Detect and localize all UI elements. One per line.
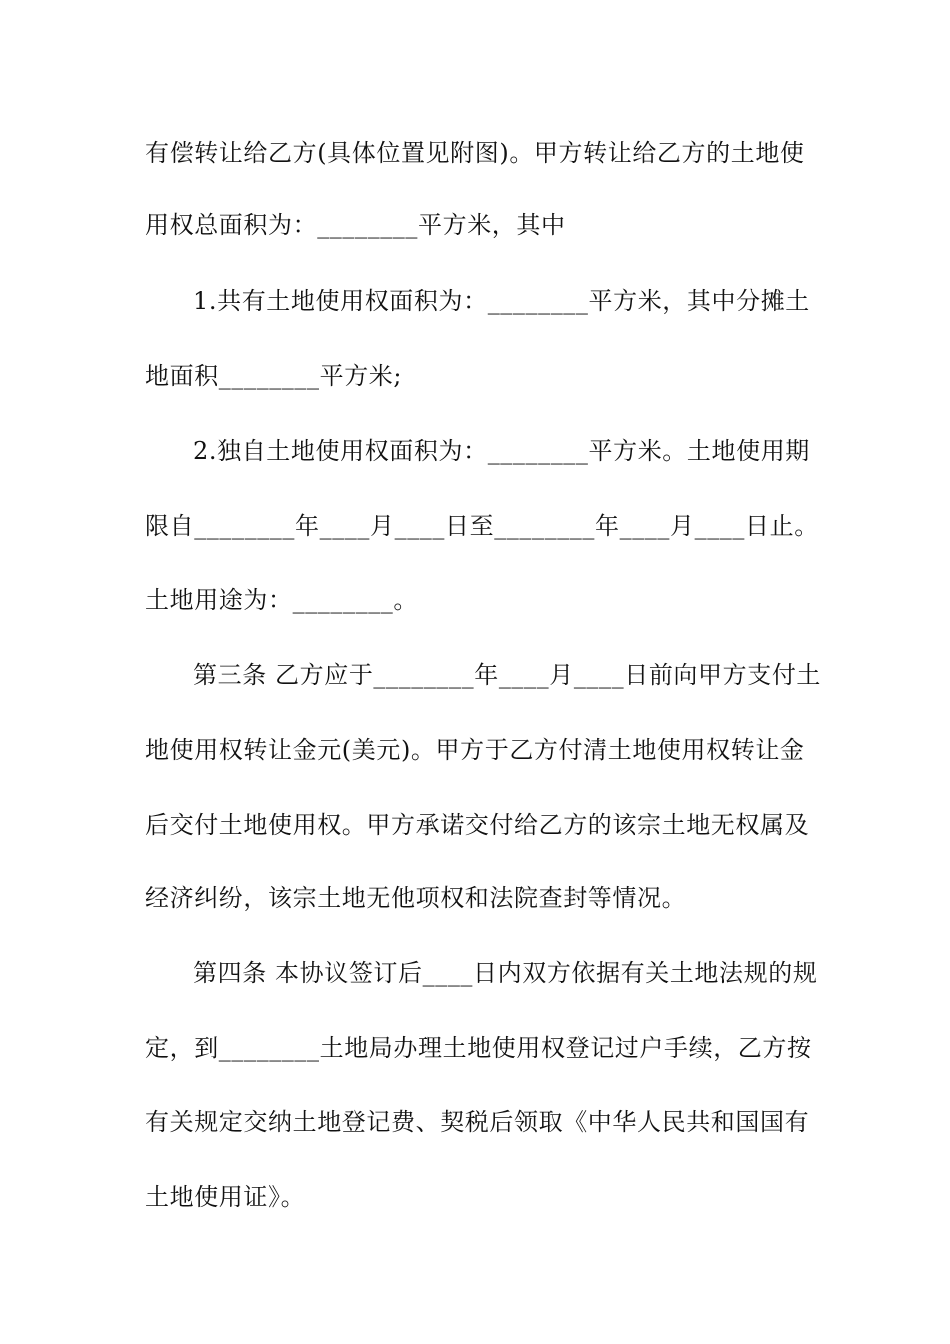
text-line: 定，到________土地局办理土地使用权登记过户手续，乙方按 [145,1034,812,1062]
text-line: 地面积________平方米; [145,362,403,390]
text-line: 限自________年____月____日至________年____月____日止。 [145,512,819,540]
text-line: 1.共有土地使用权面积为：________平方米，其中分摊土 [193,287,810,315]
text-line: 地使用权转让金元(美元)。甲方于乙方付清土地使用权转让金 [145,736,805,764]
text-line: 经济纠纷，该宗土地无他项权和法院查封等情况。 [145,884,687,912]
text-line: 用权总面积为：________平方米，其中 [145,211,566,239]
text-line: 第四条 本协议签订后____日内双方依据有关土地法规的规 [193,959,818,987]
text-line: 第三条 乙方应于________年____月____日前向甲方支付土 [193,661,822,689]
text-line: 后交付土地使用权。甲方承诺交付给乙方的该宗土地无权属及 [145,811,810,839]
text-line: 2.独自土地使用权面积为：________平方米。土地使用期 [193,437,810,465]
text-line: 有关规定交纳土地登记费、契税后领取《中华人民共和国国有 [145,1108,810,1136]
text-line: 有偿转让给乙方(具体位置见附图)。甲方转让给乙方的土地使 [145,139,805,167]
text-line: 土地用途为：________。 [145,586,418,614]
text-line: 土地使用证》。 [145,1183,306,1211]
